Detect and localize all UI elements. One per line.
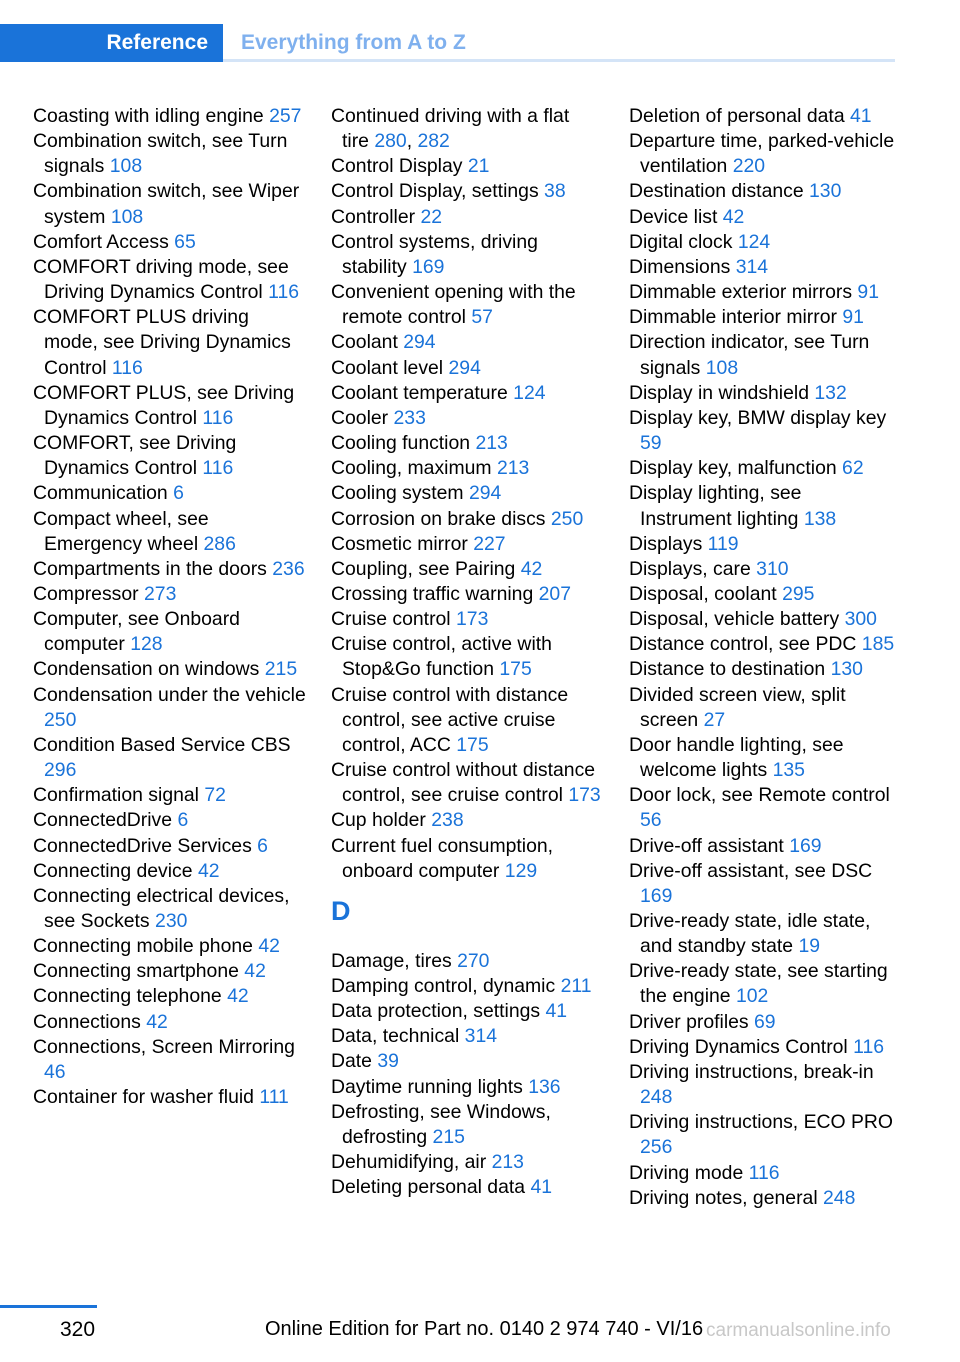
page-reference-link[interactable]: 257 (269, 105, 302, 127)
index-entry (33, 179, 308, 229)
index-term: Daytime running lights (331, 1075, 523, 1098)
footer-rule (0, 1305, 97, 1308)
index-term: Display key, BMW display key (629, 406, 887, 429)
page-reference-link[interactable]: 130 (830, 658, 863, 681)
index-entry (33, 481, 308, 506)
index-entry (331, 1075, 601, 1100)
page-reference-link[interactable]: 72 (204, 784, 226, 807)
index-entry (629, 657, 897, 682)
index-term: Crossing traffic warning (331, 582, 534, 605)
index-entry (629, 683, 897, 733)
index-entry (629, 783, 897, 833)
index-term: Corrosion on brake discs (331, 507, 546, 530)
index-entry (331, 1175, 601, 1200)
page-reference-link[interactable]: 42 (520, 557, 543, 580)
page-reference-link[interactable]: 41 (530, 1176, 553, 1199)
page-reference-link[interactable]: 175 (456, 733, 489, 756)
page-reference-link[interactable]: 128 (130, 633, 163, 656)
index-entry (629, 909, 897, 959)
page-reference-link[interactable]: 42 (227, 985, 249, 1008)
index-entry (331, 280, 601, 330)
page-header (0, 0, 895, 62)
index-term: Control Display, settings (331, 180, 539, 203)
page-reference-link[interactable]: 173 (568, 784, 601, 807)
index-entry (629, 632, 897, 657)
index-term: Connecting mobile phone (33, 935, 253, 958)
page-reference-link[interactable]: 132 (814, 381, 847, 404)
page-reference-link[interactable]: 250 (44, 708, 77, 731)
index-term: Disposal, vehicle battery (629, 608, 840, 631)
index-term: Display key, malfunction (629, 457, 837, 480)
page-reference-link[interactable]: 207 (538, 582, 571, 605)
index-term: Dimensions (629, 255, 731, 278)
page-reference-link[interactable]: 56 (640, 809, 662, 832)
index-term: Displays (629, 532, 703, 555)
index-term: Coasting with idling engine (33, 105, 264, 127)
page-reference-link[interactable]: 116 (202, 406, 234, 429)
index-entry (331, 808, 601, 833)
index-entry (629, 205, 897, 230)
index-term: Combination switch, see Wiper system (33, 180, 300, 228)
page-reference-link[interactable]: 282 (417, 130, 450, 153)
index-term: Control systems, driving stability (331, 230, 538, 278)
index-entry (33, 507, 308, 557)
index-term: Coolant (331, 331, 398, 354)
page-reference-link[interactable]: 57 (471, 306, 493, 329)
index-entry (331, 507, 601, 532)
index-entry (33, 834, 308, 859)
index-term: Connecting device (33, 859, 193, 882)
page-reference-link[interactable]: 21 (467, 155, 490, 178)
page-reference-link[interactable]: 108 (110, 205, 144, 228)
index-term: Cooling system (331, 482, 464, 505)
page-reference-link[interactable]: 6 (173, 482, 184, 505)
index-entry (331, 406, 601, 431)
index-entry: Continued driving with a flat tire 280, 282 (331, 105, 570, 153)
page-reference-link[interactable]: 102 (735, 985, 769, 1008)
page-reference-link[interactable]: 38 (544, 180, 566, 203)
index-term: Connecting telephone (33, 985, 222, 1008)
index-entry (331, 431, 601, 456)
index-term: Coolant temperature (331, 381, 508, 404)
index-entry (629, 179, 897, 204)
index-entry (33, 129, 308, 179)
index-entry (331, 230, 601, 280)
page-reference-link[interactable]: 294 (448, 356, 481, 379)
index-term: Damage, tires (331, 949, 452, 972)
index-entry (629, 1035, 897, 1060)
index-entry (33, 959, 308, 984)
index-term: ConnectedDrive Services (33, 834, 252, 857)
index-term: Compact wheel, see Emergency wheel (33, 507, 209, 555)
index-term: Drive-ready state, see starting the engine (629, 960, 888, 1008)
index-entry (33, 683, 308, 733)
index-term: Controller (331, 205, 416, 228)
page-reference-link[interactable]: 119 (707, 532, 739, 555)
index-entry (33, 859, 308, 884)
index-term: Defrosting, see Windows, defrosting (331, 1100, 551, 1148)
index-entry (33, 255, 308, 305)
page-reference-link[interactable]: 6 (177, 809, 189, 832)
page-reference-link[interactable]: 91 (842, 306, 864, 329)
index-entry (331, 758, 601, 808)
index-entry (629, 456, 897, 481)
page-reference-link[interactable]: 116 (853, 1035, 885, 1058)
index-entry (629, 557, 897, 582)
index-entry (33, 582, 308, 607)
page-reference-link[interactable]: 273 (144, 582, 177, 605)
index-entry (331, 381, 601, 406)
index-entry (629, 1010, 897, 1035)
index-entry (629, 1060, 897, 1110)
index-term: Coolant level (331, 356, 444, 379)
index-term: Driving mode (629, 1161, 744, 1184)
index-term: Comfort Access (33, 230, 169, 253)
index-term: Cooling function (331, 432, 471, 455)
page-reference-link[interactable]: 286 (203, 532, 236, 555)
index-term: Cruise control (331, 608, 451, 631)
index-entry (629, 255, 897, 280)
index-term: Driving instructions, ECO PRO (629, 1111, 893, 1134)
page-reference-link[interactable]: 294 (403, 331, 436, 354)
index-term: Driving notes, general (629, 1186, 818, 1209)
index-term: Cruise control with distance control, see active cruise control, ACC (331, 683, 569, 756)
index-term: Compartments in the doors (33, 557, 267, 580)
page-reference-link[interactable]: 116 (268, 281, 300, 304)
index-entry (331, 1100, 601, 1150)
page-number: 320 (60, 1318, 96, 1341)
index-term: Departure time, parked-vehicle ventilation (629, 130, 895, 178)
index-entry (33, 934, 308, 959)
index-entry (629, 959, 897, 1009)
index-entry (33, 104, 308, 129)
section-tab: Reference (0, 24, 223, 62)
page-reference-link[interactable]: 270 (457, 949, 490, 972)
index-term: Device list (629, 205, 718, 228)
page-reference-link[interactable]: 22 (420, 205, 443, 228)
index-entry (33, 557, 308, 582)
page-reference-link[interactable]: 173 (456, 608, 489, 631)
index-entry (33, 733, 308, 783)
page-reference-link[interactable]: 248 (640, 1086, 673, 1109)
page-reference-link[interactable]: 256 (640, 1136, 673, 1159)
page-reference-link[interactable]: 169 (789, 834, 822, 857)
index-term: Driving Dynamics Control (629, 1035, 848, 1058)
index-term: Coupling, see Pairing (331, 557, 516, 580)
index-term: Driving instructions, break-in (629, 1060, 874, 1083)
index-term: Disposal, coolant (629, 582, 777, 605)
index-term: Confirmation signal (33, 784, 199, 807)
index-entry (629, 305, 897, 330)
edition-note: Online Edition for Part no. 0140 2 974 740 - VI/16 (265, 1318, 704, 1340)
index-term: Continued driving with a flat tire (331, 105, 570, 153)
index-entry (629, 532, 897, 557)
index-term: Container for washer fluid (33, 1086, 254, 1109)
index-entry (33, 1010, 308, 1035)
index-term: Door handle lighting, see welcome lights (629, 733, 844, 782)
index-entry (33, 884, 308, 934)
index-entry (331, 205, 601, 230)
index-entry (331, 356, 601, 381)
page-reference-link[interactable]: 116 (748, 1161, 780, 1184)
section-title: Everything from A to Z (241, 31, 466, 54)
page-reference-link[interactable]: 310 (756, 557, 789, 580)
index-term: Drive-ready state, idle state, and standby state (629, 910, 871, 958)
index-term: COMFORT PLUS driving mode, see Driving Dynamics Control (33, 306, 291, 379)
page-reference-link[interactable]: 91 (857, 281, 879, 304)
page-reference-link[interactable]: 111 (259, 1086, 289, 1109)
page-reference-link[interactable]: 213 (475, 432, 508, 455)
index-term: Damping control, dynamic (331, 975, 556, 997)
index-entry (331, 1049, 601, 1074)
index-entry (331, 1024, 601, 1049)
index-entry (331, 481, 601, 506)
index-entry (331, 999, 601, 1024)
index-entry (33, 984, 308, 1009)
index-term: Date (331, 1050, 372, 1073)
index-term: Control Display (331, 155, 463, 178)
index-entry (629, 330, 897, 380)
index-entry (629, 582, 897, 607)
page-reference-link[interactable]: 220 (732, 155, 766, 178)
page-reference-link[interactable]: 185 (861, 633, 895, 656)
index-letter-heading: D (331, 895, 351, 926)
page-reference-link[interactable]: 250 (550, 507, 584, 530)
page-reference-link[interactable]: 248 (823, 1186, 856, 1209)
index-entry (629, 381, 897, 406)
index-term: Deleting personal data (331, 1176, 526, 1199)
index-entry (629, 834, 897, 859)
page-reference-link[interactable]: 39 (377, 1050, 399, 1073)
index-term: Driver profiles (629, 1010, 749, 1033)
index-entry (629, 1186, 897, 1211)
index-term: Data, technical (331, 1025, 460, 1048)
index-term: Divided screen view, split screen (629, 683, 846, 731)
index-entry (629, 607, 897, 632)
index-term: Digital clock (629, 230, 733, 253)
page-reference-link[interactable]: 169 (640, 884, 673, 907)
page-reference-link[interactable]: 236 (272, 557, 305, 580)
index-term: Combination switch, see Turn signals (33, 130, 288, 178)
page-reference-link[interactable]: 42 (244, 960, 266, 983)
page-reference-link[interactable]: 296 (44, 759, 77, 782)
index-entry (331, 557, 601, 582)
index-entry (33, 431, 308, 481)
index-term: Destination distance (629, 180, 804, 203)
page-reference-link[interactable]: 41 (850, 105, 872, 127)
index-column-1 (33, 104, 308, 1110)
index-term: Direction indicator, see Turn signals (629, 331, 870, 379)
page-reference-link[interactable]: 215 (264, 658, 298, 681)
index-term: Cosmetic mirror (331, 532, 468, 555)
index-entry (331, 683, 601, 758)
index-entry (331, 834, 601, 884)
index-term: Displays, care (629, 557, 751, 580)
page-reference-link[interactable]: 213 (496, 457, 530, 480)
page-reference-link[interactable]: 124 (513, 381, 546, 404)
page-reference-link[interactable]: 238 (431, 809, 464, 832)
index-entry (629, 129, 897, 179)
index-entry (331, 582, 601, 607)
index-entry (331, 179, 601, 204)
index-entry (331, 330, 601, 355)
page-reference-link[interactable]: 6 (257, 834, 268, 857)
page-reference-link[interactable]: 69 (754, 1010, 776, 1033)
index-term: Condition Based Service CBS (33, 733, 291, 756)
page-reference-link[interactable]: 42 (197, 859, 220, 882)
index-entry (629, 1110, 897, 1160)
page-reference-link[interactable]: 42 (258, 935, 280, 958)
index-entry (331, 456, 601, 481)
index-term: Drive-off assistant (629, 834, 784, 857)
index-term: Connections, Screen Mirroring (33, 1035, 295, 1058)
index-term: COMFORT, see Driving Dynamics Control (33, 432, 237, 480)
index-term: Distance control, see PDC (629, 633, 857, 656)
page-reference-link[interactable]: 46 (44, 1060, 66, 1083)
index-term: Door lock, see Remote control (629, 784, 890, 807)
page-reference-link[interactable]: 65 (174, 230, 196, 253)
index-term: Distance to destination (629, 658, 826, 681)
page-reference-link[interactable]: 27 (703, 708, 726, 731)
index-term: Cup holder (331, 809, 426, 832)
index-entry (629, 733, 897, 783)
index-term: Compressor (33, 582, 139, 605)
index-term: Drive-off assistant, see DSC (629, 859, 873, 882)
page-reference-link[interactable]: 211 (560, 975, 592, 997)
index-entry (33, 1035, 308, 1085)
page-reference-link[interactable]: 295 (782, 582, 815, 605)
index-term: Dehumidifying, air (331, 1151, 487, 1174)
index-entry (629, 1161, 897, 1186)
index-entry (33, 230, 308, 255)
page-reference-link[interactable]: 138 (803, 507, 837, 530)
index-entry (331, 1150, 601, 1175)
index-entry (629, 481, 897, 531)
index-entry (33, 305, 308, 380)
page-reference-link[interactable]: 41 (545, 1000, 568, 1023)
page-reference-link[interactable]: 42 (146, 1010, 168, 1033)
index-term: Display lighting, see Instrument lighting (629, 482, 802, 530)
page-reference-link[interactable]: 42 (722, 205, 745, 228)
index-entry (33, 1085, 308, 1110)
index-entry (33, 607, 308, 657)
page-reference-link[interactable]: 233 (393, 406, 426, 429)
index-term: Deletion of personal data (629, 105, 845, 127)
index-column-2 (331, 104, 601, 1200)
index-entry (331, 974, 601, 999)
index-entry (331, 632, 601, 682)
index-term: Cruise control, active with Stop&Go function (331, 633, 552, 681)
index-term: Connecting smartphone (33, 960, 239, 983)
header-rule (223, 59, 895, 62)
page-reference-link[interactable]: 213 (491, 1151, 524, 1174)
page-reference-link[interactable]: 300 (844, 608, 877, 631)
watermark: carmanualsonline.info (706, 1320, 891, 1341)
page-reference-link[interactable]: 175 (499, 658, 532, 681)
index-term: Connections (33, 1010, 141, 1033)
page-reference-link[interactable]: 314 (464, 1025, 498, 1048)
index-entry (629, 230, 897, 255)
index-term: Condensation on windows (33, 658, 260, 681)
page-reference-link[interactable]: 227 (473, 532, 506, 555)
index-entry (629, 280, 897, 305)
page-reference-link[interactable]: 108 (109, 155, 143, 178)
index-term: Current fuel consumption, onboard computer (331, 834, 554, 882)
index-term: Computer, see Onboard computer (33, 608, 240, 656)
page-reference-link[interactable]: 136 (528, 1075, 561, 1098)
index-entry (629, 859, 897, 909)
page-reference-link[interactable]: 135 (772, 759, 805, 782)
index-term: Dimmable interior mirror (629, 306, 837, 329)
page-reference-link[interactable]: 108 (705, 356, 739, 379)
page-reference-link[interactable]: 230 (155, 910, 188, 932)
index-entry (33, 381, 308, 431)
page-reference-link[interactable]: 116 (202, 457, 234, 480)
index-term: COMFORT driving mode, see Driving Dynamics Control (33, 255, 289, 304)
page-reference-link[interactable]: 294 (468, 482, 502, 505)
index-term: Cruise control without distance control, see cruise control (331, 759, 596, 807)
index-term: Communication (33, 482, 168, 505)
index-entry (629, 406, 897, 456)
index-entry (33, 808, 308, 833)
page-reference-link[interactable]: 124 (737, 230, 771, 253)
index-term: Cooling, maximum (331, 457, 492, 480)
page-reference-link[interactable]: 215 (432, 1125, 465, 1148)
page-reference-link[interactable]: 59 (640, 432, 662, 455)
page-reference-link[interactable]: 314 (735, 255, 769, 278)
index-term: Connecting electrical devices, see Sockets (33, 884, 290, 932)
index-term: Dimmable exterior mirrors (629, 281, 853, 304)
index-entry (331, 154, 601, 179)
page-reference-link[interactable]: 19 (798, 935, 821, 958)
index-term: Cooler (331, 406, 389, 429)
index-entry (331, 532, 601, 557)
index-entry (331, 949, 601, 974)
index-term: Display in windshield (629, 381, 809, 404)
page-reference-link[interactable]: 129 (504, 859, 538, 882)
page-reference-link[interactable]: 116 (111, 356, 143, 379)
index-entry (33, 783, 308, 808)
page-reference-link[interactable]: 62 (842, 457, 864, 480)
index-term: COMFORT PLUS, see Driving Dynamics Control (33, 381, 295, 429)
index-column-3 (629, 104, 897, 1211)
page-reference-link[interactable]: 130 (809, 180, 842, 203)
index-entry (33, 657, 308, 682)
index-term: ConnectedDrive (33, 809, 173, 832)
index-term: Convenient opening with the remote control (331, 281, 576, 329)
page-reference-link[interactable]: 169 (412, 255, 445, 278)
index-term: Data protection, settings (331, 1000, 541, 1023)
index-entry (331, 607, 601, 632)
index-entry (629, 104, 897, 129)
page-reference-link[interactable]: 280 (374, 130, 407, 153)
index-term: Condensation under the vehicle (33, 683, 306, 706)
